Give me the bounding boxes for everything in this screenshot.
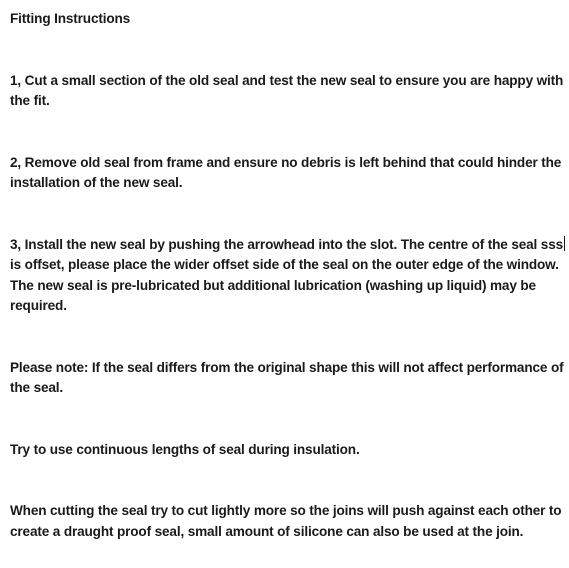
step-1-paragraph: 1, Cut a small section of the old seal and test the new seal to ensure you are happy with the fit. — [10, 72, 564, 108]
step-3-text-start: 3, Install the new seal by pushing the arrowhead into the slot. The centre of the seal sss — [10, 236, 564, 252]
step-2-paragraph: 2, Remove old seal from frame and ensure no debris is left behind that could hinder the installation of the new seal. — [10, 154, 562, 190]
step-3-paragraph — [10, 235, 566, 317]
document-body — [10, 9, 566, 542]
continuous-lengths-paragraph: Try to use continuous lengths of seal during insulation. — [10, 441, 360, 457]
step-3-text-end: is offset, please place the wider offset side of the seal on the outer edge of the window. The new seal is pre-lubricated but additional lubrication (washing up liquid) may be required. — [10, 257, 559, 313]
text-cursor — [564, 236, 565, 251]
note-paragraph: Please note: If the seal differs from the original shape this will not affect performance of the seal. — [10, 359, 564, 395]
document-title: Fitting Instructions — [10, 11, 131, 26]
cutting-tip-paragraph: When cutting the seal try to cut lightly more so the joins will push against each other to create a draught proof seal, small amount of silicone can also be used at the join. — [10, 503, 562, 539]
